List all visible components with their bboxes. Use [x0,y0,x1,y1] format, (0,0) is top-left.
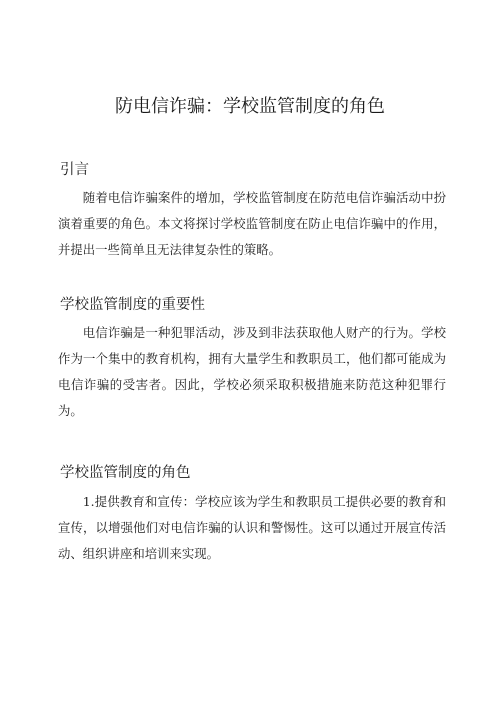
section-paragraph-role: 1.提供教育和宣传：学校应该为学生和教职员工提供必要的教育和宣传，以增强他们对电信诈骗的认识和警惕性。这可以通过开展宣传活动、组织讲座和培训来实现。 [58,494,446,561]
section-paragraph-intro: 随着电信诈骗案件的增加，学校监管制度在防范电信诈骗活动中扮演着重要的角色。本文将探讨学校监管制度在防止电信诈骗中的作用，并提出一些简单且无法律复杂性的策略。 [58,190,446,257]
section-paragraph-importance: 电信诈骗是一种犯罪活动，涉及到非法获取他人财产的行为。学校作为一个集中的教育机构，拥有大量学生和教职员工，他们都可能成为电信诈骗的受害者。因此，学校必须采取积极措施来防范这种犯罪行为。 [58,325,446,418]
document-title: 防电信诈骗：学校监管制度的角色 [115,96,385,117]
section-heading-importance: 学校监管制度的重要性 [60,297,205,313]
section-heading-intro: 引言 [60,162,89,178]
section-heading-role: 学校监管制度的角色 [60,465,191,481]
